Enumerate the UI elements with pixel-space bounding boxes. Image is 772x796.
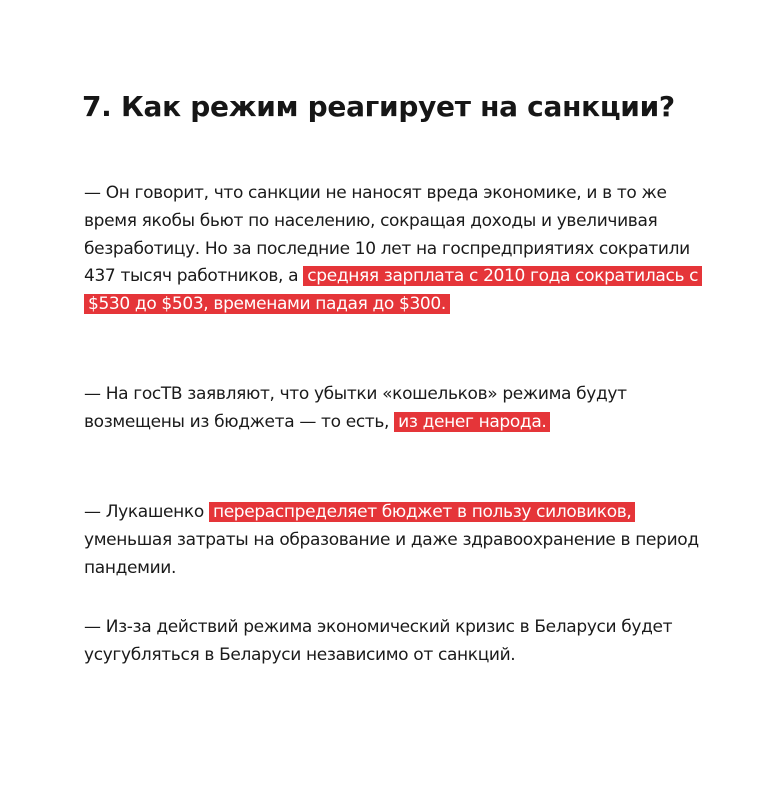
paragraph-crisis	[84, 614, 714, 670]
highlight-people-money: из денег народа.	[394, 412, 550, 432]
paragraph-text: — Из-за действий режима экономический кризис в Беларуси будет усугубляться в Беларуси независимо от санкций.	[84, 617, 673, 665]
paragraph-text: — Лукашенко	[84, 502, 209, 522]
paragraph-sanctions-economy	[84, 180, 714, 319]
paragraph-text: — Он говорит, что санкции не наносят вреда экономике, и в то же время якобы бьют по населению, сокращая доходы и увеличивая безработицу. Но за последние 10 лет на госпредприятиях сократили 437 тысяч работников, а	[84, 183, 690, 287]
paragraph-state-tv	[84, 381, 714, 437]
page-title: 7. Как режим реагирует на санкции?	[82, 90, 675, 123]
paragraph-text: уменьшая затраты на образование и даже здравоохранение в период пандемии.	[84, 529, 699, 578]
highlight-security-forces: перераспределяет бюджет в пользу силовиков,	[209, 502, 636, 522]
paragraph-budget	[84, 499, 714, 582]
paragraph-text: — На госТВ заявляют, что убытки «кошельков» режима будут возмещены из бюджета — то есть,	[84, 384, 627, 432]
highlight-salary: средняя зарплата с 2010 года сократилась с $530 до $503, временами падая до $300.	[84, 266, 702, 314]
